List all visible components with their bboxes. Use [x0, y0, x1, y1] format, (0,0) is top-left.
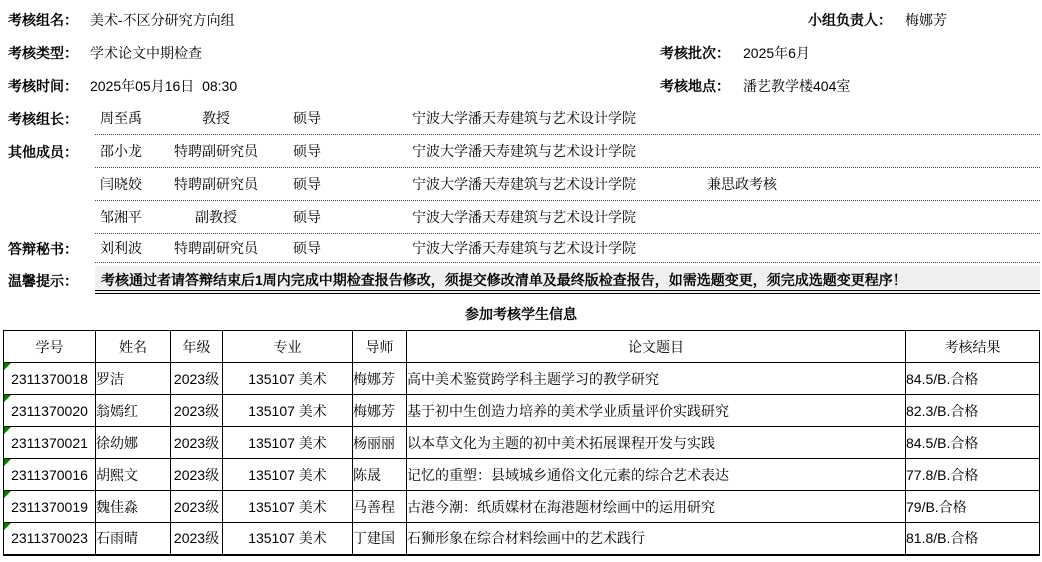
student-table-body	[4, 363, 1040, 555]
student-id-cell[interactable]	[4, 459, 96, 491]
table-row	[4, 523, 1040, 555]
thesis-title-cell[interactable]: 古港今潮：纸质媒材在海港题材绘画中的运用研究	[407, 491, 906, 523]
member-supervisor: 硕导	[293, 240, 321, 256]
student-table	[3, 330, 1040, 556]
student-grade-cell[interactable]: 2023级	[171, 363, 223, 395]
result-cell[interactable]: 84.5/B.合格	[906, 427, 1040, 459]
student-grade-cell[interactable]: 2023级	[171, 523, 223, 555]
student-id-cell[interactable]	[4, 395, 96, 427]
member-title: 副教授	[195, 209, 237, 225]
leader-value: 梅娜芳	[905, 11, 947, 28]
info-row-type	[0, 36, 1042, 69]
student-grade-cell[interactable]: 2023级	[171, 427, 223, 459]
student-major-cell[interactable]: 135107 美术	[223, 363, 353, 395]
comment-marker-icon	[4, 459, 11, 466]
member-extra-note: 兼思政考核	[707, 176, 777, 192]
student-name-cell[interactable]: 胡熙文	[96, 459, 171, 491]
student-id: 2311370016	[11, 466, 88, 483]
student-name-cell[interactable]: 翁嫣红	[96, 395, 171, 427]
header-major: 专业	[223, 331, 353, 363]
result-cell[interactable]: 84.5/B.合格	[906, 363, 1040, 395]
student-name-cell[interactable]: 罗洁	[96, 363, 171, 395]
member-college: 宁波大学潘天寿建筑与艺术设计学院	[412, 209, 636, 225]
table-row	[4, 395, 1040, 427]
student-advisor-cell[interactable]: 陈晟	[353, 459, 407, 491]
header-grade: 年级	[171, 331, 223, 363]
member-title: 特聘副研究员	[174, 240, 258, 256]
notice-section	[0, 263, 1042, 299]
student-advisor-cell[interactable]: 杨丽丽	[353, 427, 407, 459]
notice-label: 温馨提示：	[8, 273, 78, 289]
student-major-cell[interactable]: 135107 美术	[223, 427, 353, 459]
thesis-title-cell[interactable]: 基于初中生创造力培养的美术学业质量评价实践研究	[407, 395, 906, 427]
committee-role-label: 考核组长：	[8, 110, 78, 127]
comment-marker-icon	[4, 363, 11, 370]
member-name: 邵小龙	[100, 143, 142, 159]
student-id-cell[interactable]	[4, 491, 96, 523]
committee-row	[0, 135, 1042, 168]
student-id: 2311370021	[11, 434, 88, 451]
student-advisor-cell[interactable]: 丁建国	[353, 523, 407, 555]
result-cell[interactable]: 77.8/B.合格	[906, 459, 1040, 491]
time-label: 考核时间：	[8, 77, 78, 94]
member-name: 刘利波	[100, 240, 142, 256]
group-name-value: 美术-不区分研究方向组	[90, 11, 235, 28]
header-thesis-title: 论文题目	[407, 331, 906, 363]
student-major-cell[interactable]: 135107 美术	[223, 459, 353, 491]
header-result: 考核结果	[906, 331, 1040, 363]
table-row	[4, 363, 1040, 395]
committee-row	[0, 201, 1042, 234]
table-header-row	[4, 331, 1040, 363]
header-student-id: 学号	[4, 331, 96, 363]
student-grade-cell[interactable]: 2023级	[171, 395, 223, 427]
student-advisor-cell[interactable]: 梅娜芳	[353, 363, 407, 395]
member-title: 特聘副研究员	[174, 143, 258, 159]
leader-label: 小组负责人：	[808, 11, 892, 28]
type-label: 考核类型：	[8, 44, 78, 61]
member-college: 宁波大学潘天寿建筑与艺术设计学院	[412, 110, 636, 126]
student-id: 2311370023	[11, 530, 88, 547]
member-college: 宁波大学潘天寿建筑与艺术设计学院	[412, 240, 636, 256]
student-name-cell[interactable]: 魏佳淼	[96, 491, 171, 523]
committee-role-label: 其他成员：	[8, 143, 78, 160]
student-table-title: 参加考核学生信息	[465, 306, 577, 322]
header-student-name: 姓名	[96, 331, 171, 363]
committee-role-label: 答辩秘书：	[8, 240, 78, 257]
committee-row-body	[95, 102, 1040, 135]
committee-row-body	[95, 135, 1040, 168]
table-row	[4, 491, 1040, 523]
member-name: 闫晓姣	[100, 176, 142, 192]
student-id: 2311370018	[11, 370, 88, 387]
student-grade-cell[interactable]: 2023级	[171, 459, 223, 491]
thesis-title-cell[interactable]: 高中美术鉴赏跨学科主题学习的教学研究	[407, 363, 906, 395]
student-advisor-cell[interactable]: 梅娜芳	[353, 395, 407, 427]
assessment-info-header	[0, 0, 1042, 102]
thesis-title-cell[interactable]: 石狮形象在综合材料绘画中的艺术践行	[407, 523, 906, 555]
batch-value: 2025年6月	[743, 44, 810, 61]
comment-marker-icon	[4, 523, 11, 530]
committee-row-secretary	[0, 234, 1042, 263]
student-id-cell[interactable]	[4, 363, 96, 395]
info-row-time	[0, 69, 1042, 102]
student-major-cell[interactable]: 135107 美术	[223, 491, 353, 523]
result-cell[interactable]: 79/B.合格	[906, 491, 1040, 523]
committee-section	[0, 102, 1042, 263]
student-name-cell[interactable]: 徐幼娜	[96, 427, 171, 459]
group-name-label: 考核组名：	[8, 11, 78, 28]
member-supervisor: 硕导	[293, 110, 321, 126]
thesis-title-cell[interactable]: 以本草文化为主题的初中美术拓展课程开发与实践	[407, 427, 906, 459]
member-supervisor: 硕导	[293, 143, 321, 159]
committee-row	[0, 102, 1042, 135]
comment-marker-icon	[4, 395, 11, 402]
table-row	[4, 427, 1040, 459]
student-grade-cell[interactable]: 2023级	[171, 491, 223, 523]
comment-marker-icon	[4, 491, 11, 498]
header-advisor: 导师	[353, 331, 407, 363]
member-college: 宁波大学潘天寿建筑与艺术设计学院	[412, 143, 636, 159]
time-value: 2025年05月16日 08:30	[90, 77, 238, 94]
notice-text: 考核通过者请答辩结束后1周内完成中期检查报告修改，须提交修改清单及最终版检查报告，如需选题变更，须完成选题变更程序！	[95, 266, 1040, 294]
committee-row-body	[95, 234, 1040, 263]
student-major-cell[interactable]: 135107 美术	[223, 523, 353, 555]
student-id: 2311370020	[11, 402, 88, 419]
student-id-cell[interactable]	[4, 427, 96, 459]
member-title: 教授	[202, 110, 230, 126]
member-title: 特聘副研究员	[174, 176, 258, 192]
member-name: 邹湘平	[100, 209, 142, 225]
table-row	[4, 459, 1040, 491]
member-name: 周至禹	[100, 110, 142, 126]
location-value: 潘艺教学楼404室	[743, 77, 851, 94]
member-college: 宁波大学潘天寿建筑与艺术设计学院	[412, 176, 636, 192]
student-id-cell[interactable]	[4, 523, 96, 555]
student-id: 2311370019	[11, 498, 88, 515]
student-major-cell[interactable]: 135107 美术	[223, 395, 353, 427]
member-supervisor: 硕导	[293, 209, 321, 225]
member-supervisor: 硕导	[293, 176, 321, 192]
committee-row	[0, 168, 1042, 201]
committee-row-body	[95, 201, 1040, 234]
committee-row-body	[95, 168, 1040, 201]
thesis-title-cell[interactable]: 记忆的重塑：县域城乡通俗文化元素的综合艺术表达	[407, 459, 906, 491]
result-cell[interactable]: 82.3/B.合格	[906, 395, 1040, 427]
type-value: 学术论文中期检查	[90, 44, 202, 61]
comment-marker-icon	[4, 427, 11, 434]
student-name-cell[interactable]: 石雨晴	[96, 523, 171, 555]
location-label: 考核地点：	[660, 77, 730, 94]
info-row-group	[0, 3, 1042, 36]
student-advisor-cell[interactable]: 马善程	[353, 491, 407, 523]
batch-label: 考核批次：	[660, 44, 730, 61]
result-cell[interactable]: 81.8/B.合格	[906, 523, 1040, 555]
